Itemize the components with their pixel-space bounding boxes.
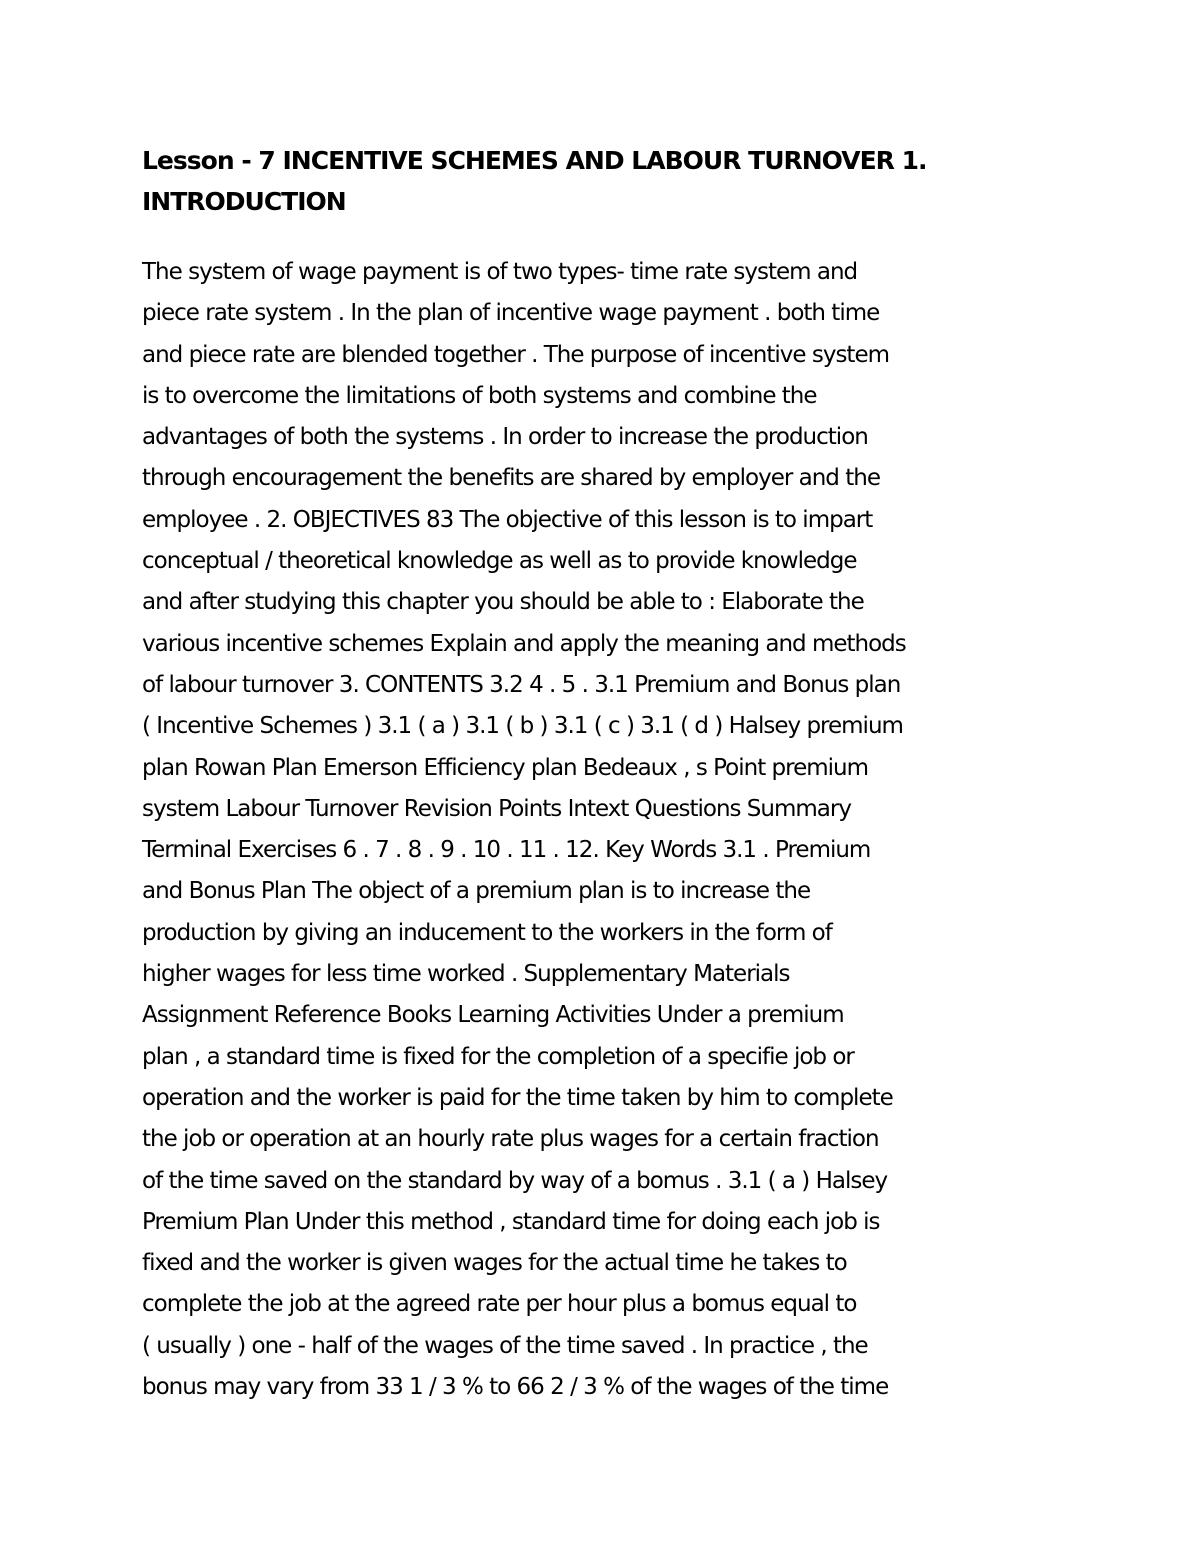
body-line: production by giving an inducement to the workers in the form of: [142, 919, 832, 946]
body-line: plan , a standard time is fixed for the completion of a specifie job or: [142, 1043, 854, 1070]
body-line: ( usually ) one - half of the wages of the time saved . In practice , the: [142, 1332, 868, 1359]
heading-line: Lesson - 7 INCENTIVE SCHEMES AND LABOUR TURNOVER 1.: [142, 146, 927, 175]
body-line: various incentive schemes Explain and apply the meaning and methods: [142, 630, 906, 657]
body-line: Assignment Reference Books Learning Activities Under a premium: [142, 1002, 844, 1029]
lesson-heading: [142, 140, 1072, 222]
body-line: is to overcome the limitations of both systems and combine the: [142, 382, 817, 409]
body-line: piece rate system . In the plan of incentive wage payment . both time: [142, 300, 880, 327]
body-line: system Labour Turnover Revision Points Intext Questions Summary: [142, 795, 851, 822]
heading-line: INTRODUCTION: [142, 187, 346, 216]
body-line: employee . 2. OBJECTIVES 83 The objective of this lesson is to impart: [142, 506, 873, 533]
body-line: operation and the worker is paid for the time taken by him to complete: [142, 1084, 893, 1111]
body-line: the job or operation at an hourly rate plus wages for a certain fraction: [142, 1126, 879, 1153]
body-line: through encouragement the benefits are shared by employer and the: [142, 465, 880, 492]
body-line: complete the job at the agreed rate per hour plus a bomus equal to: [142, 1291, 857, 1318]
body-line: advantages of both the systems . In order to increase the production: [142, 424, 868, 451]
body-line: plan Rowan Plan Emerson Efficiency plan Bedeaux , s Point premium: [142, 754, 869, 781]
body-line: of the time saved on the standard by way of a bomus . 3.1 ( a ) Halsey: [142, 1167, 888, 1194]
body-line: Premium Plan Under this method , standard time for doing each job is: [142, 1208, 880, 1235]
body-line: bonus may vary from 33 1 / 3 % to 66 2 / 3 % of the wages of the time: [142, 1374, 889, 1401]
body-line: of labour turnover 3. CONTENTS 3.2 4 . 5 . 3.1 Premium and Bonus plan: [142, 671, 901, 698]
body-paragraph: [142, 252, 1072, 1408]
body-line: ( Incentive Schemes ) 3.1 ( a ) 3.1 ( b ) 3.1 ( c ) 3.1 ( d ) Halsey premium: [142, 713, 903, 740]
body-line: and Bonus Plan The object of a premium plan is to increase the: [142, 878, 811, 905]
body-line: and after studying this chapter you should be able to : Elaborate the: [142, 589, 864, 616]
body-line: Terminal Exercises 6 . 7 . 8 . 9 . 10 . 11 . 12. Key Words 3.1 . Premium: [142, 837, 871, 864]
body-line: higher wages for less time worked . Supplementary Materials: [142, 961, 790, 988]
body-line: The system of wage payment is of two types- time rate system and: [142, 259, 858, 285]
body-line: and piece rate are blended together . The purpose of incentive system: [142, 341, 890, 368]
body-line: fixed and the worker is given wages for the actual time he takes to: [142, 1250, 847, 1277]
body-line: conceptual / theoretical knowledge as well as to provide knowledge: [142, 548, 857, 575]
